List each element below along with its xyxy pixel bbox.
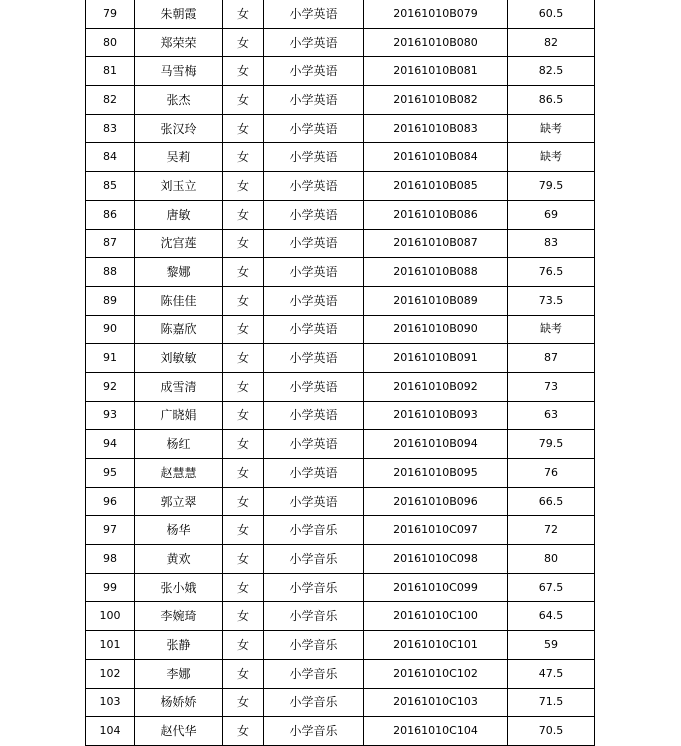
row-number-cell: 104 [86, 717, 135, 746]
score-cell: 69 [508, 200, 595, 229]
table-row [86, 28, 595, 57]
table-row [86, 258, 595, 287]
gender-cell: 女 [223, 516, 264, 545]
table-row [86, 631, 595, 660]
exam-id-cell: 20161010C098 [364, 545, 508, 574]
subject-cell: 小学英语 [264, 200, 364, 229]
row-number-cell: 95 [86, 459, 135, 488]
subject-cell: 小学英语 [264, 229, 364, 258]
name-cell: 唐敏 [135, 200, 223, 229]
subject-cell: 小学音乐 [264, 688, 364, 717]
table-row [86, 430, 595, 459]
gender-cell: 女 [223, 200, 264, 229]
score-cell: 79.5 [508, 430, 595, 459]
name-cell: 刘敏敏 [135, 344, 223, 373]
exam-id-cell: 20161010B093 [364, 401, 508, 430]
exam-id-cell: 20161010B090 [364, 315, 508, 344]
gender-cell: 女 [223, 602, 264, 631]
score-cell: 60.5 [508, 0, 595, 28]
name-cell: 赵代华 [135, 717, 223, 746]
score-table [85, 0, 595, 746]
subject-cell: 小学英语 [264, 344, 364, 373]
row-number-cell: 81 [86, 57, 135, 86]
subject-cell: 小学英语 [264, 143, 364, 172]
exam-id-cell: 20161010C103 [364, 688, 508, 717]
gender-cell: 女 [223, 0, 264, 28]
exam-id-cell: 20161010B084 [364, 143, 508, 172]
row-number-cell: 99 [86, 573, 135, 602]
table-row [86, 688, 595, 717]
subject-cell: 小学英语 [264, 487, 364, 516]
table-row [86, 659, 595, 688]
table-row [86, 57, 595, 86]
row-number-cell: 103 [86, 688, 135, 717]
name-cell: 张小娥 [135, 573, 223, 602]
table-row [86, 114, 595, 143]
subject-cell: 小学音乐 [264, 602, 364, 631]
subject-cell: 小学音乐 [264, 516, 364, 545]
gender-cell: 女 [223, 143, 264, 172]
score-table-body [86, 0, 595, 745]
exam-id-cell: 20161010C099 [364, 573, 508, 602]
name-cell: 张汉玲 [135, 114, 223, 143]
exam-id-cell: 20161010C100 [364, 602, 508, 631]
score-cell: 64.5 [508, 602, 595, 631]
gender-cell: 女 [223, 430, 264, 459]
table-row [86, 602, 595, 631]
name-cell: 成雪清 [135, 372, 223, 401]
exam-id-cell: 20161010B088 [364, 258, 508, 287]
row-number-cell: 102 [86, 659, 135, 688]
table-row [86, 459, 595, 488]
exam-id-cell: 20161010C097 [364, 516, 508, 545]
score-cell: 47.5 [508, 659, 595, 688]
row-number-cell: 98 [86, 545, 135, 574]
row-number-cell: 88 [86, 258, 135, 287]
exam-id-cell: 20161010B082 [364, 86, 508, 115]
name-cell: 张杰 [135, 86, 223, 115]
table-row [86, 573, 595, 602]
gender-cell: 女 [223, 57, 264, 86]
name-cell: 郭立翠 [135, 487, 223, 516]
name-cell: 黎娜 [135, 258, 223, 287]
subject-cell: 小学音乐 [264, 631, 364, 660]
table-row [86, 143, 595, 172]
subject-cell: 小学英语 [264, 57, 364, 86]
score-cell: 70.5 [508, 717, 595, 746]
gender-cell: 女 [223, 372, 264, 401]
table-row [86, 200, 595, 229]
row-number-cell: 91 [86, 344, 135, 373]
name-cell: 吴莉 [135, 143, 223, 172]
name-cell: 杨红 [135, 430, 223, 459]
exam-id-cell: 20161010C102 [364, 659, 508, 688]
subject-cell: 小学音乐 [264, 717, 364, 746]
gender-cell: 女 [223, 545, 264, 574]
name-cell: 马雪梅 [135, 57, 223, 86]
name-cell: 李婉琦 [135, 602, 223, 631]
subject-cell: 小学音乐 [264, 573, 364, 602]
name-cell: 张静 [135, 631, 223, 660]
score-cell: 87 [508, 344, 595, 373]
subject-cell: 小学英语 [264, 459, 364, 488]
name-cell: 朱朝霞 [135, 0, 223, 28]
row-number-cell: 82 [86, 86, 135, 115]
subject-cell: 小学英语 [264, 372, 364, 401]
score-cell: 80 [508, 545, 595, 574]
subject-cell: 小学音乐 [264, 545, 364, 574]
name-cell: 郑荣荣 [135, 28, 223, 57]
row-number-cell: 84 [86, 143, 135, 172]
gender-cell: 女 [223, 172, 264, 201]
exam-id-cell: 20161010B096 [364, 487, 508, 516]
score-cell: 79.5 [508, 172, 595, 201]
gender-cell: 女 [223, 401, 264, 430]
gender-cell: 女 [223, 717, 264, 746]
row-number-cell: 90 [86, 315, 135, 344]
score-cell: 67.5 [508, 573, 595, 602]
row-number-cell: 85 [86, 172, 135, 201]
score-cell: 76.5 [508, 258, 595, 287]
score-cell: 86.5 [508, 86, 595, 115]
table-row [86, 229, 595, 258]
table-row [86, 717, 595, 746]
table-row [86, 172, 595, 201]
subject-cell: 小学音乐 [264, 659, 364, 688]
row-number-cell: 93 [86, 401, 135, 430]
table-row [86, 545, 595, 574]
exam-id-cell: 20161010C104 [364, 717, 508, 746]
score-cell: 73 [508, 372, 595, 401]
name-cell: 沈宫莲 [135, 229, 223, 258]
row-number-cell: 83 [86, 114, 135, 143]
score-cell: 缺考 [508, 114, 595, 143]
exam-id-cell: 20161010B094 [364, 430, 508, 459]
table-row [86, 286, 595, 315]
row-number-cell: 89 [86, 286, 135, 315]
score-cell: 82.5 [508, 57, 595, 86]
row-number-cell: 97 [86, 516, 135, 545]
subject-cell: 小学英语 [264, 86, 364, 115]
name-cell: 黄欢 [135, 545, 223, 574]
row-number-cell: 80 [86, 28, 135, 57]
score-cell: 73.5 [508, 286, 595, 315]
table-row [86, 0, 595, 28]
exam-id-cell: 20161010B081 [364, 57, 508, 86]
score-cell: 76 [508, 459, 595, 488]
subject-cell: 小学英语 [264, 172, 364, 201]
score-cell: 72 [508, 516, 595, 545]
row-number-cell: 86 [86, 200, 135, 229]
name-cell: 赵慧慧 [135, 459, 223, 488]
name-cell: 陈佳佳 [135, 286, 223, 315]
score-cell: 59 [508, 631, 595, 660]
name-cell: 刘玉立 [135, 172, 223, 201]
gender-cell: 女 [223, 573, 264, 602]
subject-cell: 小学英语 [264, 315, 364, 344]
exam-id-cell: 20161010B089 [364, 286, 508, 315]
name-cell: 杨娇娇 [135, 688, 223, 717]
table-row [86, 344, 595, 373]
subject-cell: 小学英语 [264, 0, 364, 28]
score-cell: 83 [508, 229, 595, 258]
subject-cell: 小学英语 [264, 114, 364, 143]
name-cell: 杨华 [135, 516, 223, 545]
gender-cell: 女 [223, 286, 264, 315]
gender-cell: 女 [223, 487, 264, 516]
row-number-cell: 96 [86, 487, 135, 516]
exam-id-cell: 20161010B085 [364, 172, 508, 201]
exam-id-cell: 20161010B080 [364, 28, 508, 57]
name-cell: 李娜 [135, 659, 223, 688]
exam-id-cell: 20161010B091 [364, 344, 508, 373]
exam-id-cell: 20161010B083 [364, 114, 508, 143]
score-cell: 82 [508, 28, 595, 57]
row-number-cell: 94 [86, 430, 135, 459]
table-row [86, 372, 595, 401]
row-number-cell: 92 [86, 372, 135, 401]
gender-cell: 女 [223, 459, 264, 488]
gender-cell: 女 [223, 258, 264, 287]
table-row [86, 86, 595, 115]
gender-cell: 女 [223, 659, 264, 688]
exam-id-cell: 20161010B086 [364, 200, 508, 229]
row-number-cell: 100 [86, 602, 135, 631]
subject-cell: 小学英语 [264, 286, 364, 315]
exam-id-cell: 20161010B079 [364, 0, 508, 28]
subject-cell: 小学英语 [264, 401, 364, 430]
gender-cell: 女 [223, 114, 264, 143]
gender-cell: 女 [223, 688, 264, 717]
score-cell: 71.5 [508, 688, 595, 717]
subject-cell: 小学英语 [264, 258, 364, 287]
score-cell: 63 [508, 401, 595, 430]
row-number-cell: 79 [86, 0, 135, 28]
score-cell: 66.5 [508, 487, 595, 516]
gender-cell: 女 [223, 344, 264, 373]
exam-id-cell: 20161010C101 [364, 631, 508, 660]
row-number-cell: 101 [86, 631, 135, 660]
name-cell: 广晓娟 [135, 401, 223, 430]
gender-cell: 女 [223, 229, 264, 258]
row-number-cell: 87 [86, 229, 135, 258]
table-row [86, 315, 595, 344]
gender-cell: 女 [223, 86, 264, 115]
subject-cell: 小学英语 [264, 430, 364, 459]
score-cell: 缺考 [508, 315, 595, 344]
gender-cell: 女 [223, 631, 264, 660]
table-row [86, 487, 595, 516]
gender-cell: 女 [223, 315, 264, 344]
exam-id-cell: 20161010B092 [364, 372, 508, 401]
table-row [86, 516, 595, 545]
score-cell: 缺考 [508, 143, 595, 172]
exam-id-cell: 20161010B095 [364, 459, 508, 488]
exam-id-cell: 20161010B087 [364, 229, 508, 258]
gender-cell: 女 [223, 28, 264, 57]
subject-cell: 小学英语 [264, 28, 364, 57]
table-row [86, 401, 595, 430]
name-cell: 陈嘉欣 [135, 315, 223, 344]
